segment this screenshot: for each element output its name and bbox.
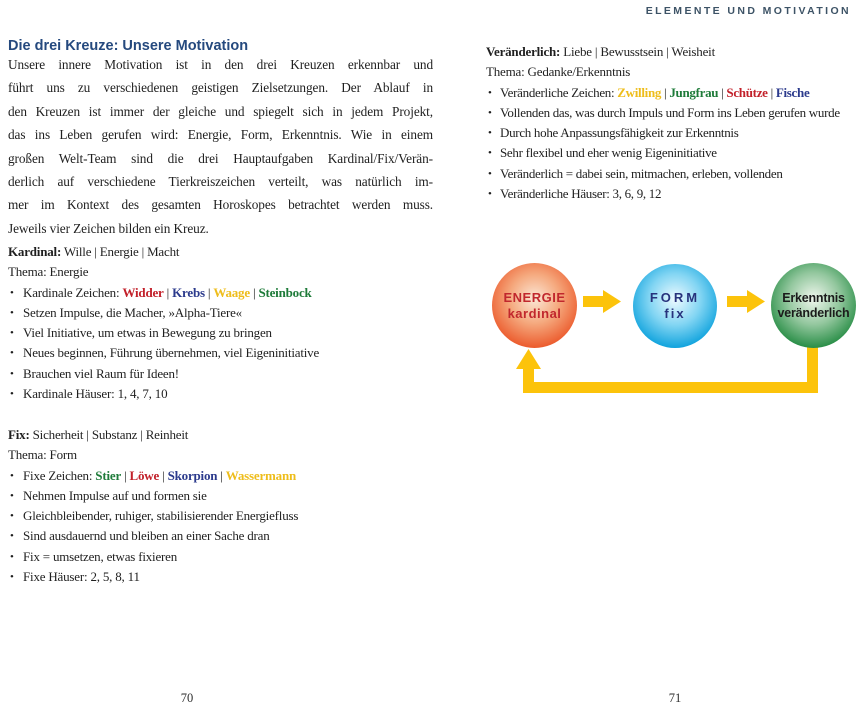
section-label-rest: Wille | Energie | Macht — [61, 244, 180, 259]
sign-löwe: Löwe — [129, 467, 160, 483]
section-heading — [8, 242, 438, 262]
sign-zwilling: Zwilling — [617, 84, 662, 100]
arrow-right-icon — [583, 290, 621, 313]
bullet-list — [8, 283, 438, 405]
intro-paragraph — [8, 53, 433, 240]
feedback-loop-arrow-icon — [516, 347, 818, 393]
section-label: Kardinal: — [8, 244, 62, 259]
sign-schütze: Schütze — [726, 84, 768, 100]
signs-separator: | — [204, 284, 214, 300]
sphere-label: fix — [664, 306, 686, 321]
bullet-item: • Neues beginnen, Führung übernehmen, viel Eigeninitiative — [8, 343, 438, 363]
sign-widder: Widder — [122, 284, 164, 300]
section-heading — [486, 42, 858, 62]
arrow-right-icon — [727, 290, 765, 313]
sign-jungfrau: Jungfrau — [669, 84, 719, 100]
bullet-item: • Gleichbleibender, ruhiger, stabilisierender Energiefluss — [8, 506, 438, 526]
section-label: Veränderlich: — [486, 44, 561, 59]
section-label-rest: Sicherheit | Substanz | Reinheit — [29, 427, 189, 442]
bullet-item: • Fix = umsetzen, etwas fixieren — [8, 547, 438, 567]
section-fix — [8, 425, 438, 587]
bullet-item: • Fixe Häuser: 2, 5, 8, 11 — [8, 567, 438, 587]
bullet-item: • Sehr flexibel und eher wenig Eigeninitiative — [486, 143, 858, 163]
section-label: Fix: — [8, 427, 30, 442]
signs-separator: | — [249, 284, 259, 300]
page-number-left: 70 — [180, 691, 194, 705]
sphere-label: FORM — [649, 290, 701, 305]
section-label-rest: Liebe | Bewusstsein | Weisheit — [560, 44, 715, 59]
bullet-item: • Kardinale Häuser: 1, 4, 7, 10 — [8, 384, 438, 404]
intro-line: derlich auf verschiedene Tierkreiszeichen verteilt, was natürlich im- — [8, 174, 433, 190]
signs-separator: | — [718, 84, 727, 100]
sign-wassermann: Wassermann — [225, 467, 297, 483]
sphere-label: veränderlich — [777, 305, 850, 320]
bullet-item: • Brauchen viel Raum für Ideen! — [8, 364, 438, 384]
intro-line: das ins Leben gerufen wird: Energie, Form, Erkenntnis. Wie in einem — [8, 127, 433, 143]
sphere-erkenntnis-veraenderlich — [771, 263, 856, 348]
intro-line: großen Welt-Team sind die drei Hauptaufgaben Kardinal/Fix/Verän- — [8, 150, 433, 166]
bullet-item: • Sind ausdauernd und bleiben an einer Sache dran — [8, 526, 438, 546]
intro-line: Jeweils vier Zeichen bilden ein Kreuz. — [8, 220, 209, 236]
bullet-item: • Vollenden das, was durch Impuls und Form ins Leben gerufen wurde — [486, 103, 858, 123]
running-header: ELEMENTE UND MOTIVATION — [645, 5, 851, 17]
signs-separator: | — [767, 84, 776, 100]
thema-line: Thema: Gedanke/Erkenntnis — [486, 64, 631, 80]
sign-stier: Stier — [95, 467, 122, 483]
intro-line: den Kreuzen ist immer der gleiche und spiegelt sich in jedem Projekt, — [8, 103, 433, 119]
signs-separator: | — [163, 284, 173, 300]
bullet-list — [8, 466, 438, 588]
page-title: Die drei Kreuze: Unsere Motivation — [8, 38, 249, 54]
thema-line: Thema: Energie — [8, 264, 89, 280]
bullet-list — [486, 83, 858, 205]
section-veraenderlich — [486, 42, 858, 204]
bullet-item: • Veränderliche Häuser: 3, 6, 9, 12 — [486, 184, 858, 204]
bullet-item: • Nehmen Impulse auf und formen sie — [8, 486, 438, 506]
intro-line: führt uns zu verschiedenen geistigen Zielsetzungen. Der Ablauf in — [8, 80, 433, 96]
sphere-label: Erkenntnis — [782, 290, 845, 305]
signs-separator: | — [159, 467, 168, 483]
signs-prefix: Veränderliche Zeichen: — [500, 84, 618, 100]
signs-prefix: Fixe Zeichen: — [23, 467, 96, 483]
sphere-form-fix — [633, 264, 717, 348]
sign-skorpion: Skorpion — [167, 467, 218, 483]
signs-separator: | — [217, 467, 226, 483]
bullet-item: • Viel Initiative, um etwas in Bewegung zu bringen — [8, 323, 438, 343]
signs-line — [8, 466, 438, 486]
sign-waage: Waage — [213, 284, 250, 300]
thema-line: Thema: Form — [8, 447, 77, 463]
signs-separator: | — [661, 84, 670, 100]
bullet-item: • Veränderlich = dabei sein, mitmachen, erleben, vollenden — [486, 164, 858, 184]
sign-krebs: Krebs — [172, 284, 205, 300]
intro-line: mer im Kontext des gesamten Horoskopes betrachtet werden muss. — [8, 197, 433, 213]
signs-line — [8, 283, 438, 303]
sign-steinbock: Steinbock — [258, 284, 312, 300]
sphere-label: ENERGIE — [503, 289, 566, 305]
sphere-energie-kardinal — [492, 263, 577, 348]
signs-separator: | — [121, 467, 130, 483]
sign-fische: Fische — [775, 84, 810, 100]
section-heading — [8, 425, 438, 445]
sphere-label: kardinal — [507, 305, 562, 321]
bullet-item: • Setzen Impulse, die Macher, »Alpha-Tiere« — [8, 303, 438, 323]
bullet-item: • Durch hohe Anpassungsfähigkeit zur Erkenntnis — [486, 123, 858, 143]
intro-line: Unsere innere Motivation ist in den drei Kreuzen erkennbar und — [8, 57, 433, 72]
page-number-right: 71 — [668, 691, 682, 705]
signs-line — [486, 83, 858, 103]
section-kardinal — [8, 242, 438, 404]
signs-prefix: Kardinale Zeichen: — [23, 284, 123, 300]
